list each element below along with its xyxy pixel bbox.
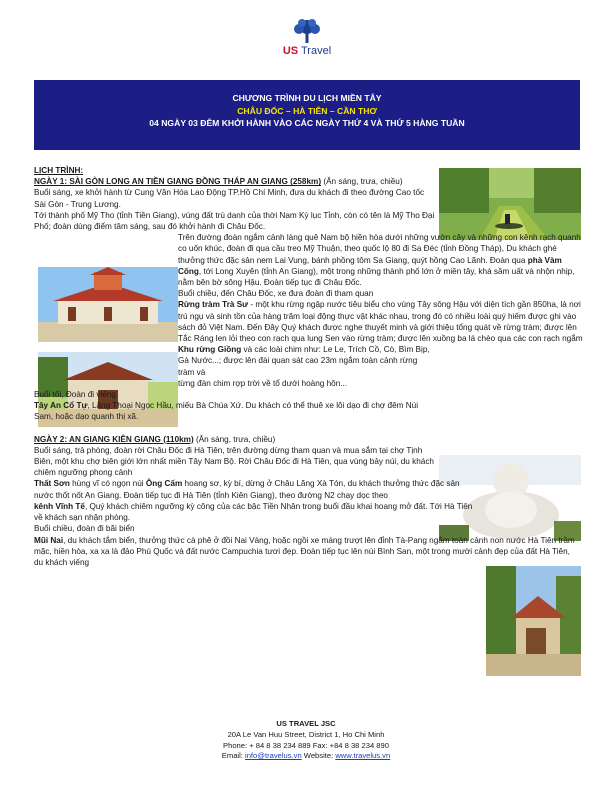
day2-meals: (Ăn sáng, trưa, chiều) — [193, 434, 276, 444]
day2-p4: Buổi chiều, đoàn đi bãi biển — [34, 524, 135, 534]
day1-title: NGÀY 1: SÀI GÒN LONG AN TIỀN GIANG ĐỒNG THÁP AN GIANG (258km) — [34, 177, 322, 187]
day1-p3-text-a: Trên đường đoàn ngắm cảnh làng quê Nam bộ hiền hòa dưới những vườn cây và những con kênh rạch quanh co uốn khúc, đoàn đi qua cầu treo Mỹ Thuận, theo quốc lộ 80 đi Sa Đéc (tỉnh Đồng Tháp), Du khách ghé thưởng thức đặc sản nem Lai Vung, bánh phồng tôm Sa Giang, quýt hồng Cao Lãnh. Đoàn qua — [178, 233, 581, 265]
day1-p3-text-b: , tới Long Xuyên (tỉnh An Giang), một trong những thành phố lớn ở miền tây, khá sầm uất và nhộn nhịp, nằm bên bờ sông Hậu. Đoàn tiếp tục đi Châu Đốc. — [178, 266, 575, 288]
email-link[interactable]: info@travelus.vn — [245, 751, 302, 761]
day1-p5-text: - một khu rừng ngập nước tiêu biểu cho vùng Tây sông Hậu với diện tích gần 850ha, là nơi trú ngụ và sinh tồn của hàng trăm loại động thực vật khác nhau, trong đó có nhiều loài quý hiếm được ghi vào sách đỏ Việt Nam. Đến Đây Quý khách được nghe thuyết minh và giới thiệu tổng quát về rừng tràm; được lên Tắc Ráng len lỏi theo con rạch qua lung Sen vào rừng tràm; được lên xuồng ba lá chèo qua các con rạch ngắm — [178, 300, 583, 344]
day1-block — [34, 176, 436, 187]
day2-p2-text-b: hoang sơ, kỳ bí, dừng ở Châu Lăng Xà Tón, du khách thưởng thức đặc sản nước thốt nốt An Giang. Đoàn tiếp tục đi Hà Tiên (tỉnh Kiên Giang), theo đường N2 chạy dọc theo — [34, 479, 460, 500]
day1-p5-bold: Rừng tràm Trà Sư — [178, 300, 249, 310]
day1-p6-text-a: và các loài chim như: Le Le, Trích Cồ, Cò, Bìm Bịp, Gà Nước...; được lên đài quan sát cao 23m ngắm toàn cảnh rừng tràm và — [178, 345, 430, 377]
day1-p3-bold: phà Vàm Cống — [178, 255, 562, 276]
day2-title: NGÀY 2: AN GIANG KIÊN GIANG (110km) — [34, 434, 194, 444]
brand-us: US — [282, 45, 299, 57]
itinerary-content — [34, 165, 584, 568]
footer-website-label: Website: — [301, 751, 336, 761]
day1-p3 — [178, 232, 584, 288]
day2-p5-text: , du khách tắm biển, thưởng thức cà phê ở đồi Nai Vàng, hoặc ngồi xe máng trượt lên đỉnh Tà-Pang ngắm toàn cảnh non nước Hà Tiên trầm mặc, hiền hòa, xa xa là đảo Phú Quốc và đất nước Campuchia tươi đẹp. Đoàn tiếp tục lên núi Bình San, một trong mười cảnh đẹp của đất Hà Tiên, du khách viếng — [34, 535, 575, 567]
day1-p4: Buổi chiều, đến Châu Đốc, xe đưa đoàn đi tham quan — [178, 289, 374, 299]
day2-p2-text-a: hùng vĩ có ngọn núi — [69, 479, 146, 489]
day1-p1: Buổi sáng, xe khởi hành từ Cung Văn Hóa Lao Động TP.Hồ Chí Minh, đưa du khách đi theo đường Cao tốc Sài Gòn - Trung Lương. — [34, 188, 425, 209]
us-travel-logo — [272, 18, 342, 57]
day2-p2 — [34, 478, 474, 500]
day2-p2-bold: Thất Sơn — [34, 479, 70, 489]
day2-p2-bold2: Ông Cấm — [145, 479, 183, 489]
photo-ha-tien-pagoda — [486, 566, 581, 676]
day1-p2: Tới thành phố Mỹ Tho (tỉnh Tiền Giang), vùng đất trù danh của thời Nam Kỳ lục Tỉnh, còn có tên là Mỹ Tho Đại Phố; đoàn dùng điểm tâm sáng, sau đó khởi hành đi Châu Đốc. — [34, 210, 435, 232]
footer-phone: Phone: + 84 8 38 234 889 Fax: +84 8 38 234 890 — [223, 740, 389, 750]
day2-p1: Buổi sáng, trả phòng, đoàn rời Châu Đốc đi Hà Tiên, trên đường dừng tham quan và mua sắm tại chợ Tịnh Biên, một khu chợ biên giới lớn nhất miền Tây Nam Bộ. Rời Châu Đốc đi Hà Tiên, qua vùng bảy núi, du khách chiêm ngưỡng phong cảnh — [34, 445, 434, 478]
day2-p3-text: , Quý khách chiêm ngưỡng kỳ công của các bậc Tiền Nhân trong buổi đầu khai hoang mở đất. Tới Hà Tiên về khách sạn nhận phòng. — [34, 501, 473, 523]
footer-address: 20A Le Van Huu Street, District 1, Ho Chi Minh — [227, 729, 385, 739]
banner-line-2: CHÂU ĐỐC – HÀ TIÊN – CẦN THƠ — [237, 105, 377, 116]
day1-p8-bold: Tây An Cổ Tự — [34, 401, 88, 411]
itinerary-heading: LỊCH TRÌNH: — [34, 166, 84, 175]
day2-p5-bold: Mũi Nai — [34, 535, 64, 545]
footer-contact — [0, 751, 612, 762]
footer-company: US TRAVEL JSC — [276, 719, 336, 728]
day1-p5 — [178, 299, 584, 344]
banner-line-3: 04 NGÀY 03 ĐÊM KHỞI HÀNH VÀO CÁC NGÀY THỨ 4 VÀ THỨ 5 HÀNG TUẦN — [149, 118, 465, 128]
day1-meals: (Ăn sáng, trưa, chiều) — [321, 177, 403, 187]
day1-p6 — [178, 344, 433, 378]
day2-block — [34, 434, 434, 445]
banner-line-1: CHƯƠNG TRÌNH DU LỊCH MIỀN TÂY — [232, 93, 382, 103]
website-link[interactable]: www.travelus.vn — [335, 751, 391, 761]
day1-p8-text: , Lăng Thoại Ngọc Hầu, miếu Bà Chúa Xứ. Du khách có thể thuê xe lôi dạo đi chợ đêm Núi Sam, hoặc dạo quanh thị xã. — [34, 401, 419, 422]
brand-travel: Travel — [300, 45, 332, 57]
day1-p8 — [34, 400, 434, 422]
day2-p3 — [34, 501, 474, 523]
footer — [0, 719, 612, 762]
day1-right-column — [178, 232, 584, 389]
title-banner — [34, 80, 580, 150]
day1-p7: Buổi tối, Đoàn đi viếng — [34, 390, 116, 400]
day2-p5 — [34, 535, 580, 569]
tree-logo-icon — [290, 18, 324, 44]
day1-p6-bold: Khu rừng Giồng — [178, 345, 242, 355]
footer-email-label: Email: — [221, 751, 246, 761]
day1-p6b: từng đàn chim rợp trời về tổ dưới hoàng hôn... — [178, 378, 348, 388]
day2-p3-bold: kênh Vĩnh Tế — [34, 501, 85, 511]
